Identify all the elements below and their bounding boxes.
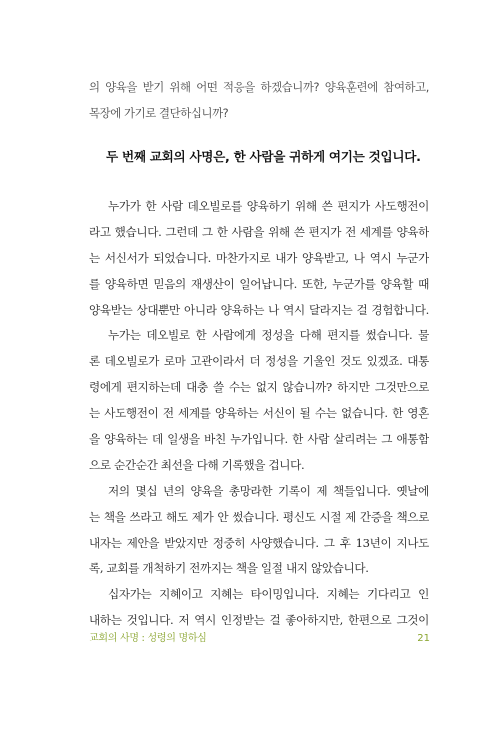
body-text [89,194,429,634]
body-line: 를 양육하면 믿음의 재생산이 일어납니다. 또한, 누군가를 양육할 때 [89,276,429,291]
page-number: 21 [417,633,430,644]
body-line: 양육받는 상대뿐만 아니라 양육하는 나 역시 달라지는 걸 경험합니다. [89,302,429,317]
running-title: 교회의 사명 : 성령의 명하심 [89,633,207,644]
body-line: 는 서신서가 되었습니다. 마찬가지로 내가 양육받고, 나 역시 누군가 [89,250,429,265]
body-line: 십자가는 지혜이고 지혜는 타이밍입니다. 지혜는 기다리고 인 [108,587,429,602]
body-line: 는 사도행전이 전 세계를 양육하는 서신이 될 수는 없습니다. 한 영혼 [89,406,429,421]
body-line: 록, 교회를 개척하기 전까지는 책을 일절 내지 않았습니다. [89,561,369,576]
intro-paragraph [89,74,429,126]
body-line: 누가가 한 사람 데오빌로를 양육하기 위해 쓴 편지가 사도행전이 [108,199,429,213]
body-line: 론 데오빌로가 로마 고관이라서 더 정성을 기울인 것도 있겠죠. 대통 [89,354,429,369]
intro-line: 목장에 가기로 결단하십니까? [89,106,229,120]
body-line: 라고 했습니다. 그런데 그 한 사람을 위해 쓴 편지가 전 세계를 양육하 [89,224,429,239]
section-heading: 두 번째 교회의 사명은, 한 사람을 귀하게 여기는 것입니다. [106,149,421,164]
body-line: 령에게 편지하는데 대충 쓸 수는 없지 않습니까? 하지만 그것만으로 [89,380,429,395]
body-line: 내하는 것입니다. 저 역시 인정받는 걸 좋아하지만, 한편으로 그것이 [89,613,429,628]
body-line: 저의 몇십 년의 양육을 총망라한 기록이 제 책들입니다. 옛날에 [108,483,429,498]
body-line: 누가는 데오빌로 한 사람에게 정성을 다해 편지를 썼습니다. 물 [108,328,429,343]
body-line: 을 양육하는 데 일생을 바친 누가입니다. 한 사람 살리려는 그 애통함 [89,432,429,447]
intro-line: 의 양육을 받기 위해 어떤 적응을 하겠습니까? 양육훈련에 참여하고, [89,80,429,94]
body-line: 는 책을 쓰라고 해도 제가 안 썼습니다. 평신도 시절 제 간증을 책으로 [89,509,429,524]
body-line: 으로 순간순간 최선을 다해 기록했을 겁니다. [89,457,305,472]
body-line: 내자는 제안을 받았지만 정중히 사양했습니다. 그 후 13년이 지나도 [89,535,429,550]
